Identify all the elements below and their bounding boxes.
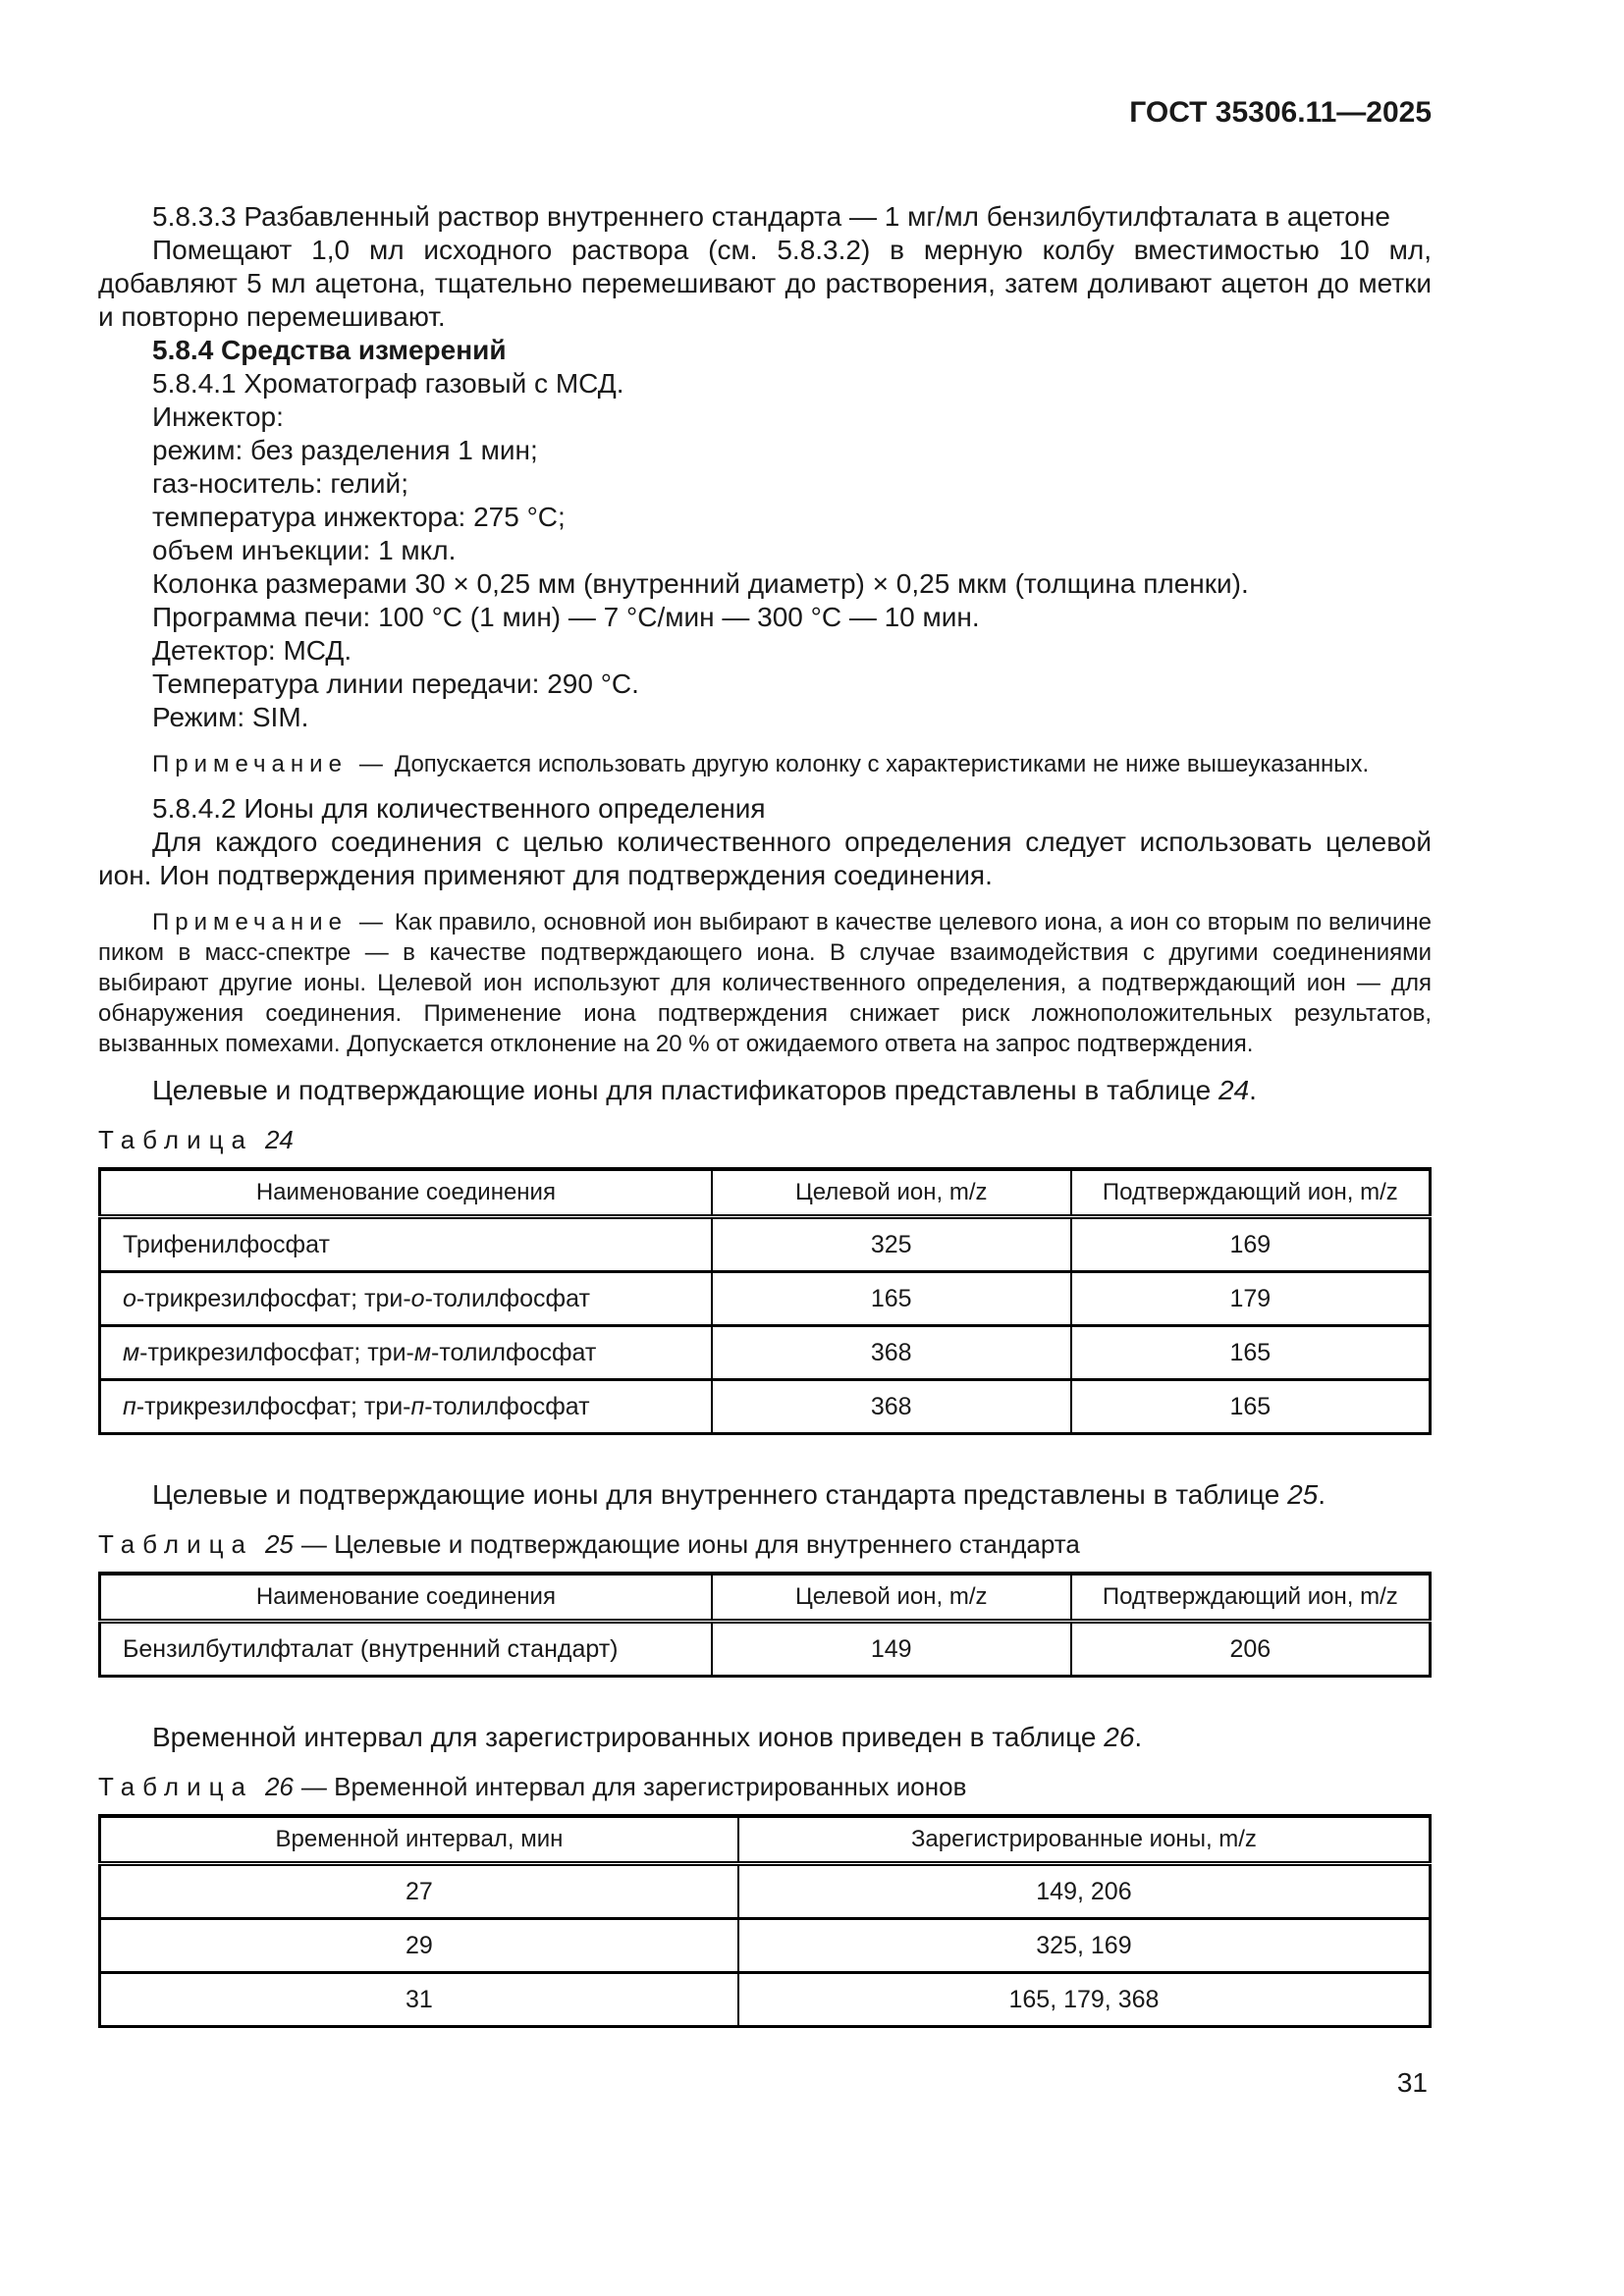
table-row [100, 1919, 1431, 1973]
table-26 [98, 1814, 1432, 2028]
column-header: Целевой ион, m/z [712, 1574, 1071, 1622]
table-cell: Трифенилфосфат [123, 1231, 330, 1258]
table-cell: 165 [1071, 1380, 1431, 1434]
note-column [98, 749, 1432, 779]
table-row [100, 1622, 1431, 1677]
spec-line: газ-носитель: гелий; [152, 468, 408, 499]
table-cell: п-трикрезилфосфат; три-п-толилфосфат [100, 1380, 712, 1434]
spec-line: Режим: SIM. [152, 702, 309, 732]
table-row [100, 1326, 1431, 1380]
table24-caption [98, 1125, 1432, 1154]
note-text: Как правило, основной ион выбирают в качестве целевого иона, а ион со вторым по величине пиком в масс-спектре — в качестве подтверждающего иона. В случае взаимодействия с другими соединениями выбирают другие ионы. Целевой ион используют для количественного определения, а подтверждающий ион — для обнаружения соединения. Применение иона подтверждения снижает риск ложноположительных результатов, вызванных помехами. Допускается отклонение на 20 % от ожидаемого ответа на запрос подтверждения. [98, 909, 1432, 1057]
caption-number: 24 [264, 1125, 294, 1154]
table-row [100, 1380, 1431, 1434]
column-header: Подтверждающий ион, m/z [1071, 1574, 1431, 1622]
column-header: Наименование соединения [100, 1169, 712, 1217]
spec-line: Температура линии передачи: 290 °С. [152, 668, 639, 699]
paragraph-ions: Для каждого соединения с целью количественного определения следует использовать целевой ион. Ион подтверждения применяют для подтверждения соединения. [98, 827, 1432, 890]
document-header: ГОСТ 35306.11—2025 [1129, 96, 1432, 129]
table26-caption [98, 1772, 1432, 1801]
caption-label: Таблица [98, 1125, 253, 1154]
page-number: 31 [1396, 2067, 1428, 2098]
table-24 [98, 1167, 1432, 1435]
table-cell: 27 [406, 1878, 433, 1905]
table-cell: 368 [712, 1380, 1071, 1434]
spec-line: Детектор: МСД. [152, 635, 352, 666]
paragraph-5833-body: Помещают 1,0 мл исходного раствора (см. 5.8.3.2) в мерную колбу вместимостью 10 мл, добавляют 5 мл ацетона, тщательно перемешивают до растворения, затем доливают ацетон до метки и повторно перемешивают. [98, 235, 1432, 332]
spec-line: Колонка размерами 30 × 0,25 мм (внутренний диаметр) × 0,25 мкм (толщина пленки). [152, 568, 1249, 599]
table-cell: 325 [712, 1217, 1071, 1272]
caption-label: Таблица [98, 1529, 253, 1559]
table-cell: 169 [1071, 1217, 1431, 1272]
caption-number: 26 [264, 1772, 294, 1801]
paragraph-5833-title: 5.8.3.3 Разбавленный раствор внутреннего стандарта — 1 мг/мл бензилбутилфталата в ацетоне [152, 201, 1390, 232]
table-cell: 165, 179, 368 [738, 1973, 1431, 2027]
note-dash: — [358, 909, 383, 935]
table-cell: 149 [712, 1622, 1071, 1677]
section-heading-5842: 5.8.4.2 Ионы для количественного определения [152, 793, 766, 824]
table-cell: Бензилбутилфталат (внутренний стандарт) [123, 1635, 619, 1663]
column-header: Целевой ион, m/z [712, 1169, 1071, 1217]
spec-line: Инжектор: [152, 401, 284, 432]
table-cell: 31 [100, 1973, 738, 2027]
table-cell: 149, 206 [738, 1864, 1431, 1919]
table-cell: 29 [100, 1919, 738, 1973]
table25-caption [98, 1529, 1432, 1559]
table-cell: м-трикрезилфосфат; три-м-толилфосфат [100, 1326, 712, 1380]
table-row [100, 1217, 1431, 1272]
spec-line: режим: без разделения 1 мин; [152, 435, 538, 465]
table-header-row [100, 1574, 1431, 1622]
note-ions [98, 907, 1432, 1059]
spec-line: температура инжектора: 275 °С; [152, 502, 566, 532]
column-header: Зарегистрированные ионы, m/z [738, 1816, 1431, 1864]
table-25 [98, 1572, 1432, 1678]
table-cell: 325, 169 [738, 1919, 1431, 1973]
table-cell: о-трикрезилфосфат; три-о-толилфосфат [100, 1272, 712, 1326]
spec-line: объем инъекции: 1 мкл. [152, 535, 457, 565]
caption-title: — Временной интервал для зарегистрированных ионов [300, 1772, 967, 1801]
table-cell: 368 [712, 1326, 1071, 1380]
intro-table24: Целевые и подтверждающие ионы для пластификаторов представлены в таблице 24. [152, 1075, 1257, 1105]
intro-table26: Временной интервал для зарегистрированных ионов приведен в таблице 26. [152, 1722, 1143, 1752]
caption-number: 25 [264, 1529, 294, 1559]
table-cell: 179 [1071, 1272, 1431, 1326]
caption-label: Таблица [98, 1772, 253, 1801]
table-cell: 165 [712, 1272, 1071, 1326]
note-label: Примечание [152, 751, 348, 777]
section-heading-584: 5.8.4 Средства измерений [152, 335, 507, 365]
intro-table25: Целевые и подтверждающие ионы для внутреннего стандарта представлены в таблице 25. [152, 1479, 1326, 1510]
table-header-row [100, 1816, 1431, 1864]
table-cell: 165 [1071, 1326, 1431, 1380]
column-header: Временной интервал, мин [100, 1816, 738, 1864]
column-header: Наименование соединения [100, 1574, 712, 1622]
table-row [100, 1864, 1431, 1919]
note-dash: — [358, 751, 383, 777]
note-label: Примечание [152, 909, 348, 935]
caption-title: — Целевые и подтверждающие ионы для внутреннего стандарта [300, 1529, 1080, 1559]
note-text: Допускается использовать другую колонку с характеристиками не ниже вышеуказанных. [394, 751, 1370, 777]
table-cell: 206 [1071, 1622, 1431, 1677]
column-header: Подтверждающий ион, m/z [1071, 1169, 1431, 1217]
table-header-row [100, 1169, 1431, 1217]
table-row [100, 1272, 1431, 1326]
spec-line: 5.8.4.1 Хроматограф газовый с МСД. [152, 368, 624, 399]
table-row [100, 1973, 1431, 2027]
spec-line: Программа печи: 100 °С (1 мин) — 7 °С/мин — 300 °С — 10 мин. [152, 602, 980, 632]
